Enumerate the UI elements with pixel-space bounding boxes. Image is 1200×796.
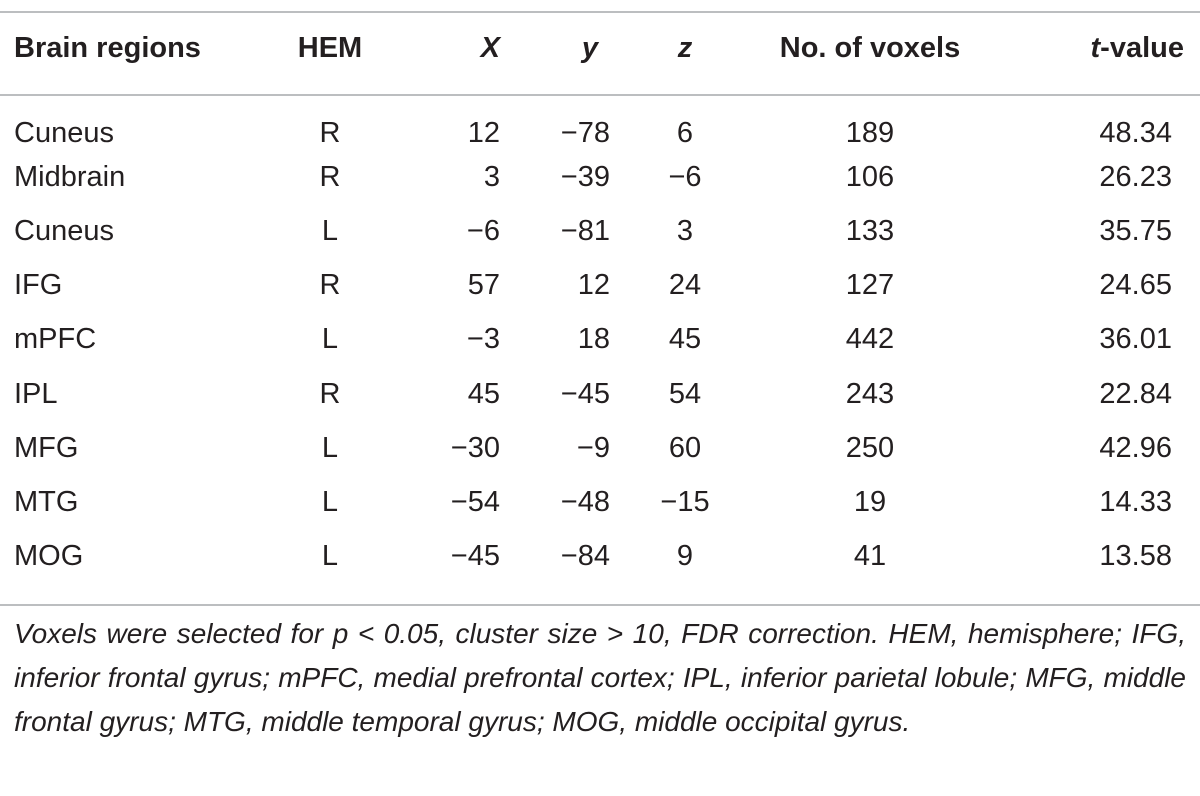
cell-hem: R <box>319 269 341 302</box>
cell-voxels: 19 <box>853 485 887 518</box>
table-row <box>0 150 1200 204</box>
cell-region: Cuneus <box>14 116 114 149</box>
cell-y: −45 <box>560 377 610 410</box>
cell-hem: L <box>321 214 339 247</box>
cell-voxels: 250 <box>845 431 895 464</box>
header-hem: HEM <box>297 31 363 64</box>
cell-y: −9 <box>576 431 610 464</box>
cell-region: mPFC <box>14 323 97 356</box>
header-row <box>0 0 1200 96</box>
table-row <box>0 259 1200 313</box>
header-x <box>405 0 500 96</box>
cell-z: −6 <box>668 160 702 193</box>
cell-y: −84 <box>560 540 610 573</box>
header-y-label: y <box>581 31 598 64</box>
table-bottom-rule <box>0 604 1200 606</box>
cell-z: 6 <box>676 116 694 149</box>
cell-voxels: 243 <box>845 377 895 410</box>
cell-x: 12 <box>467 116 500 149</box>
cell-y: −81 <box>560 214 610 247</box>
cell-z: 45 <box>668 323 702 356</box>
cell-x: −45 <box>450 540 500 573</box>
cell-z: 9 <box>676 540 694 573</box>
cell-hem: L <box>321 323 339 356</box>
header-t-suffix: -value <box>1100 31 1184 64</box>
cell-t: 24.65 <box>1099 269 1172 302</box>
cell-hem: L <box>321 540 339 573</box>
cell-voxels: 442 <box>845 323 895 356</box>
table-row <box>0 530 1200 584</box>
cell-voxels: 127 <box>845 269 895 302</box>
cell-t: 35.75 <box>1099 214 1172 247</box>
table-header <box>0 0 1200 96</box>
table-footnote: Voxels were selected for p < 0.05, cluster size > 10, FDR correction. HEM, hemisphere; IFG, inferior frontal gyrus; mPFC, medial prefrontal cortex; IPL, inferior parietal lobule; MFG, middle frontal gyrus; MTG, middle temporal gyrus; MOG, middle occipital gyrus. <box>14 618 1186 737</box>
cell-y: 18 <box>577 323 610 356</box>
cell-voxels: 106 <box>845 160 895 193</box>
cell-x: −6 <box>466 214 500 247</box>
cell-t: 48.34 <box>1099 116 1172 149</box>
cell-x: 57 <box>467 269 500 302</box>
cell-t: 36.01 <box>1099 323 1172 356</box>
cell-hem: L <box>321 431 339 464</box>
cell-region: IFG <box>14 269 63 302</box>
header-brain-regions: Brain regions <box>14 31 201 64</box>
cell-region: Midbrain <box>14 160 126 193</box>
cell-x: −30 <box>450 431 500 464</box>
cell-hem: L <box>321 485 339 518</box>
table-row <box>0 421 1200 475</box>
cell-voxels: 41 <box>853 540 887 573</box>
cell-region: MFG <box>14 431 79 464</box>
table-row <box>0 367 1200 421</box>
header-x-label: X <box>480 31 500 64</box>
cell-t: 22.84 <box>1099 377 1172 410</box>
header-t-italic: t <box>1090 31 1101 64</box>
table-row <box>0 313 1200 367</box>
cell-hem: R <box>319 377 341 410</box>
header-no-of-voxels: No. of voxels <box>779 31 961 64</box>
cell-hem: R <box>319 160 341 193</box>
cell-y: 12 <box>577 269 610 302</box>
cell-voxels: 133 <box>845 214 895 247</box>
cell-z: 24 <box>668 269 702 302</box>
table-row <box>0 96 1200 150</box>
table-row <box>0 204 1200 258</box>
header-z-label: z <box>677 31 693 64</box>
cell-x: −3 <box>466 323 500 356</box>
cell-z: 54 <box>668 377 702 410</box>
cell-region: MTG <box>14 485 79 518</box>
cell-region: IPL <box>14 377 58 410</box>
cell-t: 13.58 <box>1099 540 1172 573</box>
cell-t: 42.96 <box>1099 431 1172 464</box>
cell-hem: R <box>319 116 341 149</box>
cell-x: 3 <box>483 160 500 193</box>
cell-t: 14.33 <box>1099 485 1172 518</box>
cell-z: 60 <box>668 431 702 464</box>
cell-z: −15 <box>660 485 710 518</box>
table-body <box>0 96 1200 584</box>
cell-y: −39 <box>560 160 610 193</box>
cell-region: Cuneus <box>14 214 114 247</box>
cell-y: −78 <box>560 116 610 149</box>
cell-y: −48 <box>560 485 610 518</box>
table-row <box>0 475 1200 529</box>
cell-z: 3 <box>676 214 694 247</box>
header-t-value <box>1000 0 1200 96</box>
header-y <box>500 0 630 96</box>
header-z <box>630 0 740 96</box>
cell-t: 26.23 <box>1099 160 1172 193</box>
cell-x: −54 <box>450 485 500 518</box>
cell-region: MOG <box>14 540 84 573</box>
cell-x: 45 <box>467 377 500 410</box>
cell-voxels: 189 <box>845 116 895 149</box>
